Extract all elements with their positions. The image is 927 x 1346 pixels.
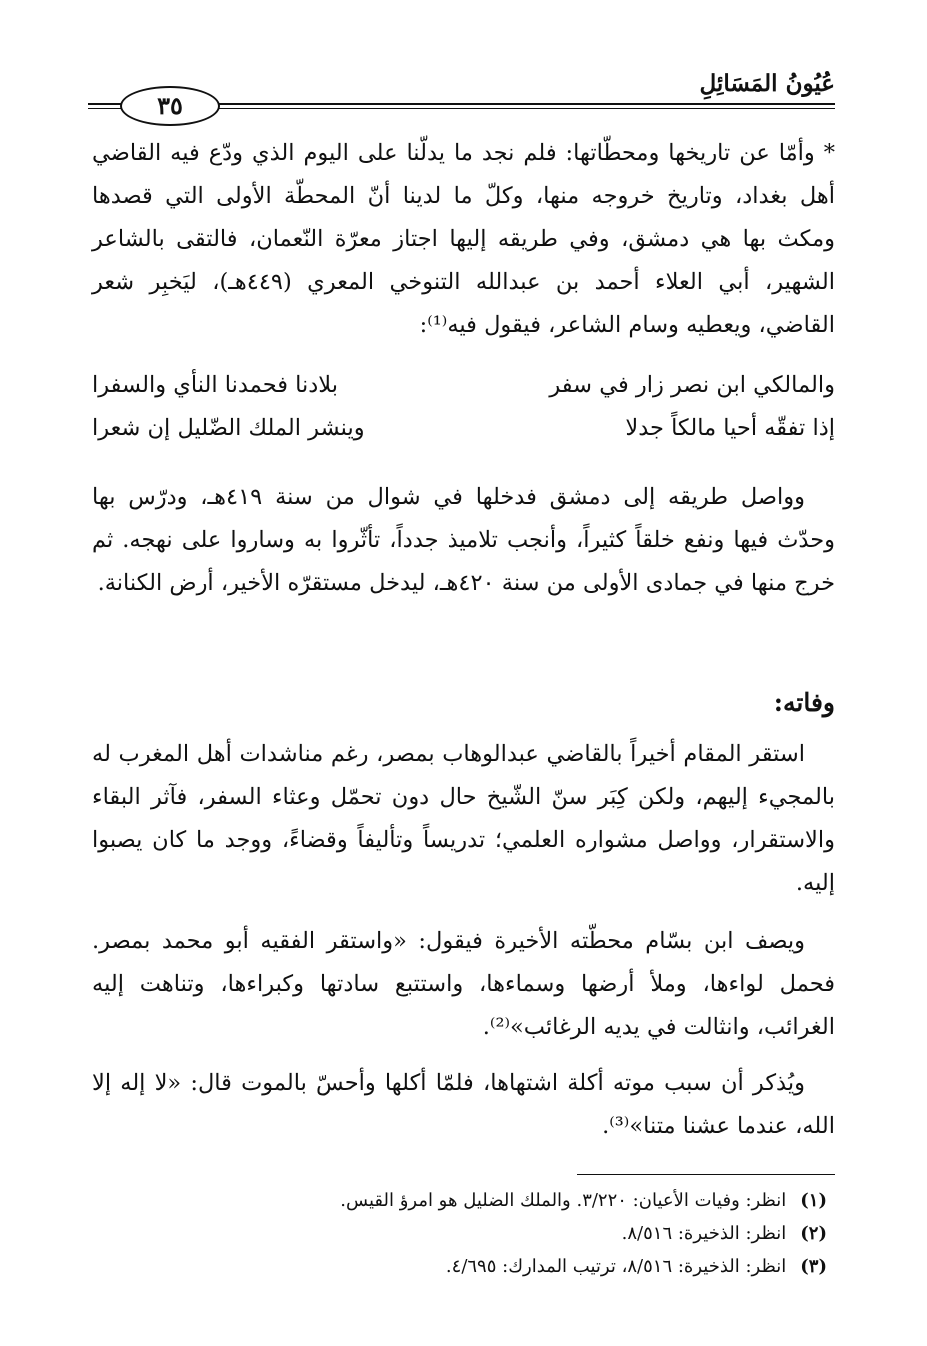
- footnote-number: (١): [800, 1190, 827, 1211]
- footnote-text: انظر: وفيات الأعيان: ٣/٢٢٠. والملك الضليل هو امرؤ القيس.: [340, 1190, 787, 1211]
- paragraph-egypt: استقر المقام أخيراً بالقاضي عبدالوهاب بمصر، رغم مناشدات أهل المغرب له بالمجيء إليهم، ولكن كِبَر سنّ الشّيخ حال دون تحمّل وعثاء السفر، فآثر البقاء والاستقرار، وواصل مشواره العلمي؛ تدريساً وتأليفاً وقضاءً، ووجد ما كان يصبوا إليه.: [92, 741, 835, 896]
- paragraph-cause-of-death: ويُذكر أن سبب موته أكلة اشتهاها، فلمّا أكلها وأحسّ بالموت قال: «لا إله إلا الله، عندما عشنا متنا»⁽³⁾.: [92, 1070, 835, 1139]
- footnote-number: (٢): [800, 1223, 827, 1244]
- verse-2-second-hemistich: وينشر الملك الضّليل إن شعرا: [92, 415, 365, 441]
- footnote-number: (٣): [800, 1256, 827, 1277]
- verse-2-first-hemistich: إذا تفقّه أحيا مالكاً جدلا: [625, 415, 835, 441]
- page-number: ٣٥: [120, 86, 220, 126]
- verse-1-first-hemistich: والمالكي ابن نصر زار في سفر: [549, 372, 835, 398]
- section-title-death: وفاته:: [773, 688, 835, 717]
- footnote-2: [622, 1223, 827, 1244]
- paragraph-journey: * وأمّا عن تاريخها ومحطّاتها: فلم نجد ما يدلّنا على اليوم الذي ودّع فيه القاضي أهل بغداد، وتاريخ خروجه منها، وكلّ ما لدينا أنّ المحطّة الأولى التي قصدها ومكث بها هي دمشق، وفي طريقه إليها اجتاز معرّة النّعمان، فالتقى بالشاعر الشهير، أبي العلاء أحمد بن عبدالله التنوخي المعري (٤٤٩هـ)، ليَخبِر شعر القاضي، ويعطيه وسام الشاعر، فيقول فيه⁽¹⁾:: [92, 140, 835, 338]
- running-title: عُيُونُ المَسَائِلِ: [699, 70, 835, 97]
- verse-1-second-hemistich: بلادنا فحمدنا النأي والسفرا: [92, 372, 338, 398]
- footnote-text: انظر: الذخيرة: ٨/٥١٦، ترتيب المدارك: ٤/٦٩٥.: [445, 1256, 787, 1277]
- footnote-1: [340, 1190, 827, 1211]
- paragraph-damascus: وواصل طريقه إلى دمشق فدخلها في شوال من سنة ٤١٩هـ، ودرّس بها وحدّث فيها ونفع خلقاً كثيراً، وأنجب تلاميذ جدداً، تأثّروا به وساروا على نهجه. ثم خرج منها في جمادى الأولى من سنة ٤٢٠هـ، ليدخل مستقرّه الأخير، أرض الكنانة.: [92, 484, 835, 596]
- footnote-3: [446, 1256, 827, 1277]
- paragraph-ibn-bassam: ويصف ابن بسّام محطّته الأخيرة فيقول: «واستقر الفقيه أبو محمد بمصر. فحمل لواءها، وملأ أرضها وسماءها، واستتبع سادتها وكبراءها، وتناهت إليه الغرائب، وانثالت في يديه الرغائب»⁽²⁾.: [92, 928, 835, 1040]
- footnote-text: انظر: الذخيرة: ٨/٥١٦.: [621, 1223, 787, 1244]
- footnote-rule: [577, 1174, 835, 1175]
